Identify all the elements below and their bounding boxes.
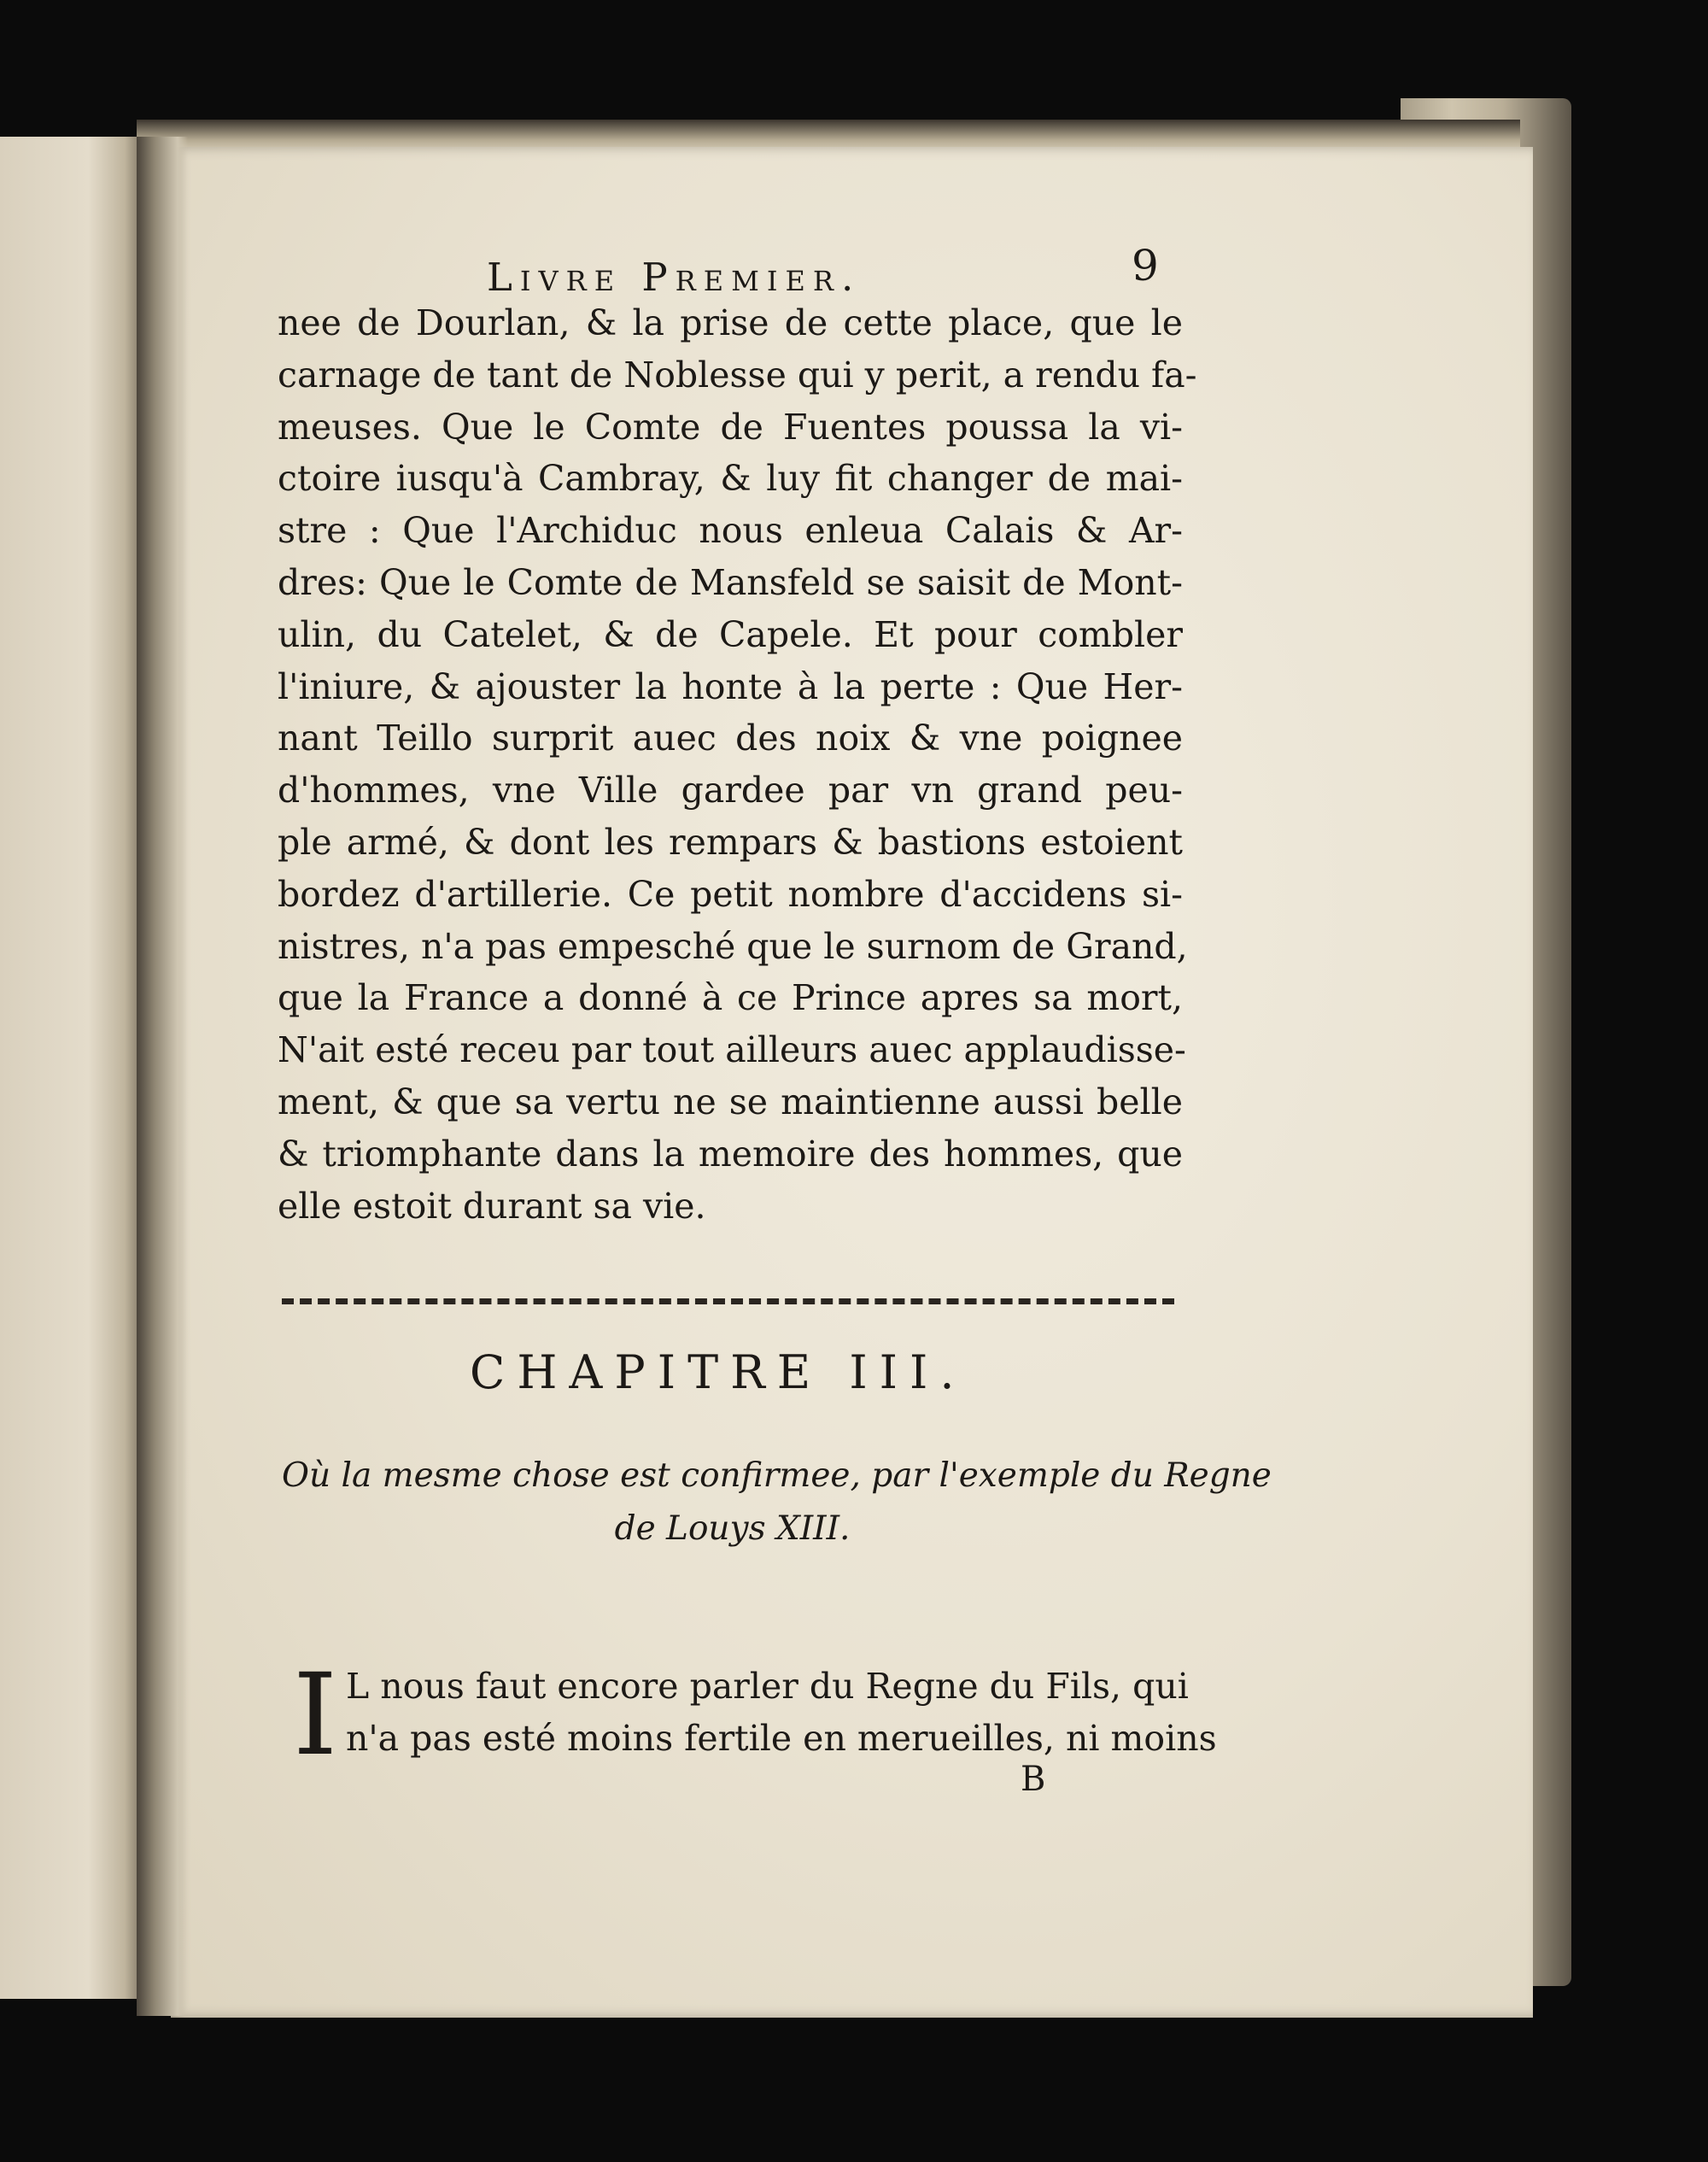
text-line: l'iniure, & ajouster la honte à la perte : Que Her- bbox=[278, 665, 1183, 707]
drop-cap: I bbox=[293, 1649, 338, 1781]
text-line: elle estoit durant sa vie. bbox=[278, 1185, 706, 1227]
text-line: nistres, n'a pas empesché que le surnom de Grand, bbox=[278, 925, 1188, 967]
text-line: ple armé, & dont les rempars & bastions estoient bbox=[278, 821, 1183, 863]
book-gutter bbox=[137, 137, 188, 2016]
text-line: stre : Que l'Archiduc nous enleua Calais & Ar- bbox=[278, 510, 1183, 552]
text-line: N'ait esté receu par tout ailleurs auec applaudisse- bbox=[278, 1029, 1186, 1071]
text-line: ulin, du Catelet, & de Capele. Et pour combler bbox=[278, 613, 1183, 655]
text-line: & triomphante dans la memoire des hommes, que bbox=[278, 1133, 1183, 1175]
running-head: Livre Premier. bbox=[487, 255, 862, 300]
text-line: nee de Dourlan, & la prise de cette place, que le bbox=[278, 302, 1183, 343]
chapter-opening-paragraph bbox=[346, 1660, 1217, 1764]
signature-mark: B bbox=[1021, 1760, 1046, 1799]
text-line: d'hommes, vne Ville gardee par vn grand peu- bbox=[278, 770, 1183, 811]
chapter-title: CHAPITRE III. bbox=[470, 1345, 967, 1399]
text-line: carnage de tant de Noblesse qui y perit, a rendu fa- bbox=[278, 354, 1197, 395]
text-line: dres: Que le Comte de Mansfeld se saisit de Mont- bbox=[278, 561, 1183, 603]
text-line: ment, & que sa vertu ne se maintienne aussi belle bbox=[278, 1081, 1183, 1122]
chapter-divider-rule bbox=[282, 1298, 1174, 1304]
text-line: L nous faut encore parler du Regne du Fils, qui bbox=[346, 1666, 1189, 1707]
page-number: 9 bbox=[1132, 241, 1159, 290]
text-line: que la France a donné à ce Prince apres sa mort, bbox=[278, 977, 1183, 1019]
body-text bbox=[278, 297, 1197, 1232]
text-line: n'a pas esté moins fertile en merueilles, ni moins bbox=[346, 1717, 1217, 1759]
chapter-subtitle-line-1: Où la mesme chose est confirmee, par l'exemple du Regne bbox=[282, 1456, 1272, 1495]
text-line: bordez d'artillerie. Ce petit nombre d'accidens si- bbox=[278, 873, 1183, 915]
text-line: ctoire iusqu'à Cambray, & luy fit changer de mai- bbox=[278, 458, 1183, 500]
text-line: nant Teillo surprit auec des noix & vne poignee bbox=[278, 718, 1183, 759]
chapter-subtitle-line-2: de Louys XIII. bbox=[614, 1509, 851, 1548]
text-line: meuses. Que le Comte de Fuentes poussa la vi- bbox=[278, 406, 1183, 448]
previous-page-edge bbox=[0, 137, 147, 1999]
